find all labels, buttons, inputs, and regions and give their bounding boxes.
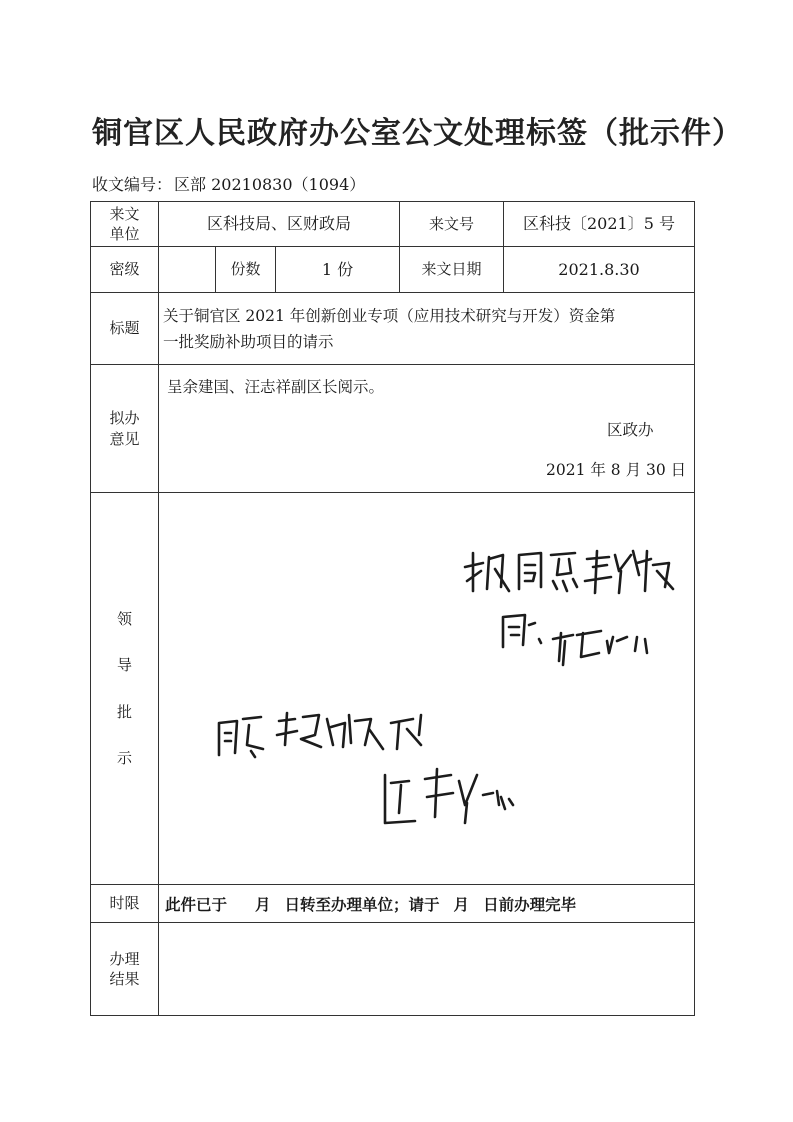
leader-label-char-2: 导 <box>116 656 132 675</box>
result-value <box>159 923 694 1015</box>
copies-value: 1 份 <box>321 259 354 279</box>
deadline-row <box>91 885 694 922</box>
result-label-line2: 结果 <box>109 970 140 988</box>
doc-number-value: 区科技〔2021〕5 号 <box>523 214 675 234</box>
deadline-label: 时限 <box>109 894 140 913</box>
receipt-number-label: 收文编号： <box>92 175 173 194</box>
leader-label-char-3: 批 <box>116 702 132 721</box>
sender-label-line1: 来文 <box>109 204 140 223</box>
copies-label: 份数 <box>230 260 261 279</box>
sender-value: 区科技局、区财政局 <box>206 214 351 234</box>
document-title: 铜官区人民政府办公室公文处理标签（批示件） <box>92 116 743 151</box>
result-label <box>91 923 158 1015</box>
subject-line-1: 关于铜官区 2021 年创新创业专项（应用技术研究与开发）资金第 <box>163 307 616 325</box>
subject-text <box>161 293 683 365</box>
draft-office: 区政办 <box>607 421 654 439</box>
receive-date-label: 来文日期 <box>421 260 482 279</box>
receipt-number <box>92 172 367 195</box>
draft-label-line1: 拟办 <box>109 409 140 428</box>
draft-opinion-row <box>91 365 694 492</box>
leader-label-char-4: 示 <box>116 748 132 767</box>
handwritten-approval-1 <box>459 541 689 681</box>
subject-label: 标题 <box>109 319 140 338</box>
deadline-part-4: 月 <box>453 895 470 914</box>
secrecy-value <box>159 247 215 292</box>
subject-line-2: 一批奖励补助项目的请示 <box>163 333 334 351</box>
deadline-part-1: 此件已于 <box>165 895 228 914</box>
deadline-text <box>161 885 685 922</box>
draft-opinion-text: 呈余建国、汪志祥副区长阅示。 <box>167 378 385 396</box>
receipt-number-value: 区部 20210830（1094） <box>174 175 366 194</box>
result-label-line1: 办理 <box>109 949 140 968</box>
deadline-part-3: 日转至办理单位；请于 <box>284 895 440 914</box>
result-row <box>91 923 694 1015</box>
secrecy-label: 密级 <box>109 260 140 279</box>
draft-label-line2: 意见 <box>109 429 140 448</box>
sender-label-line2: 单位 <box>109 225 140 243</box>
draft-opinion-label <box>91 365 158 492</box>
leader-instruction-row <box>91 493 694 884</box>
subject-row <box>91 293 694 364</box>
deadline-part-5: 日前办理完毕 <box>483 895 577 914</box>
handwritten-approval-2 <box>215 705 585 845</box>
draft-date: 2021 年 8 月 30 日 <box>546 461 687 479</box>
leader-instruction-label <box>91 493 158 884</box>
sender-label <box>91 202 158 246</box>
leader-label-char-1: 领 <box>116 610 132 628</box>
deadline-part-2: 月 <box>255 895 271 914</box>
receive-date-value: 2021.8.30 <box>558 259 640 279</box>
processing-form <box>90 201 695 1016</box>
doc-number-label: 来文号 <box>428 214 474 233</box>
